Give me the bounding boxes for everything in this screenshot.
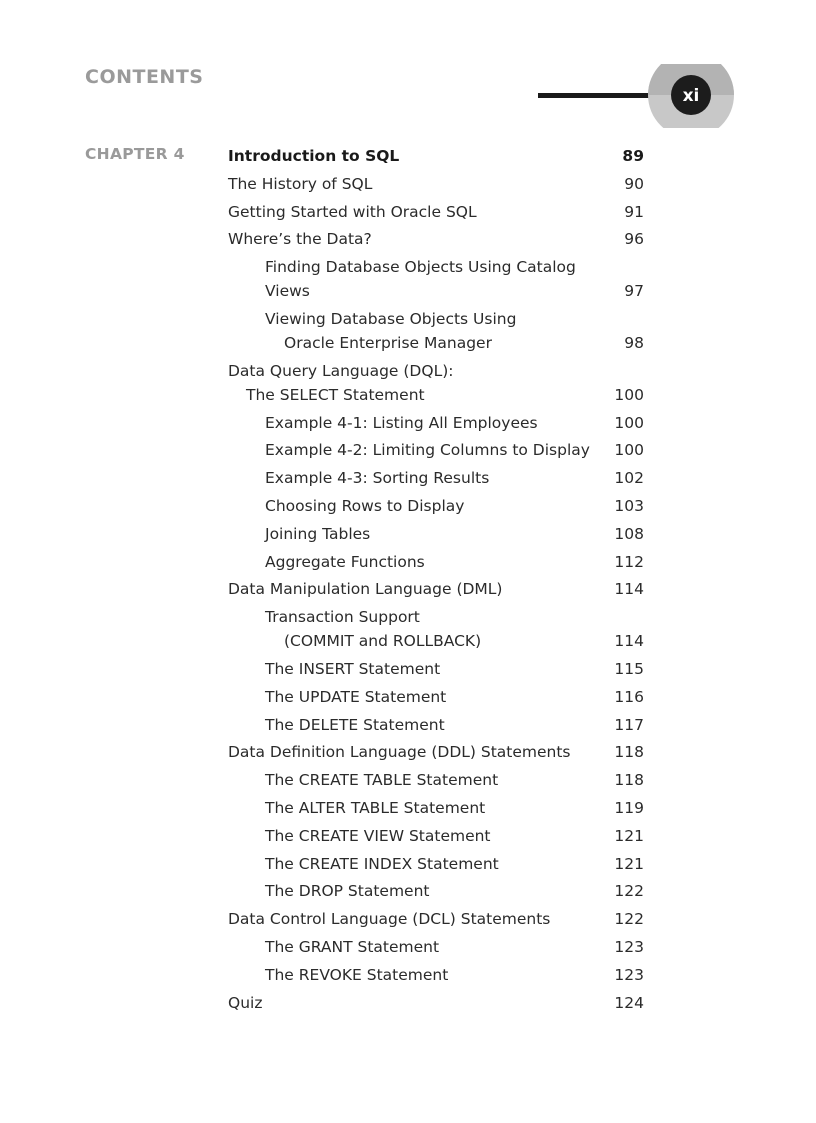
toc-entry[interactable]	[228, 411, 644, 435]
toc-entry-title: Data Control Language (DCL) Statements	[228, 910, 551, 929]
toc-entry-title: Example 4-1: Listing All Employees	[265, 413, 538, 432]
toc-entry-title: Getting Started with Oracle SQL	[228, 202, 477, 221]
toc-entry-page: 91	[624, 202, 644, 221]
page-folio-badge	[536, 64, 736, 128]
toc-entry-page: 115	[614, 659, 644, 678]
toc-entry-title: The CREATE VIEW Statement	[265, 826, 491, 845]
toc-entry-title: Data Query Language (DQL):	[228, 361, 454, 380]
toc-entry-title: The DROP Statement	[265, 882, 430, 901]
toc-entry-page: 121	[614, 854, 644, 873]
toc-entry-title-continued: Oracle Enterprise Manager	[284, 333, 492, 352]
toc-entry[interactable]	[228, 383, 644, 407]
toc-entry-page: 121	[614, 826, 644, 845]
toc-entry-page: 89	[622, 147, 644, 165]
toc-entry-page: 123	[614, 937, 644, 956]
toc-entry-title: Data Manipulation Language (DML)	[228, 580, 503, 599]
toc-entry[interactable]	[228, 796, 644, 820]
toc-entry[interactable]	[228, 713, 644, 737]
toc-entry-page: 114	[614, 580, 644, 599]
toc-entry-title: Viewing Database Objects Using	[265, 309, 517, 328]
toc-entry-title: Quiz	[228, 993, 263, 1012]
toc-entry[interactable]	[228, 172, 644, 196]
toc-entry[interactable]	[228, 438, 644, 462]
running-head: CONTENTS	[85, 66, 204, 88]
toc-entry-page: 97	[624, 282, 644, 301]
toc-entry-title: The REVOKE Statement	[265, 965, 449, 984]
toc-entry-title: Choosing Rows to Display	[265, 496, 465, 515]
toc-entry-page: 103	[614, 496, 644, 515]
page-folio: xi	[682, 86, 700, 106]
toc-entry-page: 116	[614, 687, 644, 706]
toc-entry[interactable]	[228, 307, 644, 355]
toc-entry-title: The UPDATE Statement	[265, 687, 447, 706]
toc-entry-page: 112	[614, 552, 644, 571]
toc-entry-title: The DELETE Statement	[265, 715, 445, 734]
toc-entry-page: 100	[614, 413, 644, 432]
toc-entry-page: 96	[624, 230, 644, 249]
chapter-label: CHAPTER 4	[85, 145, 185, 163]
toc-entry[interactable]	[228, 879, 644, 903]
toc-entry-page: 108	[614, 524, 644, 543]
toc-entry[interactable]	[228, 991, 644, 1015]
toc-entry-title: Transaction Support	[265, 608, 420, 627]
toc-entry-page: 114	[614, 632, 644, 651]
toc-entry-page: 117	[614, 715, 644, 734]
toc-entry[interactable]	[228, 466, 644, 490]
toc-entry[interactable]	[228, 255, 644, 303]
toc-entry-title: The ALTER TABLE Statement	[265, 798, 486, 817]
toc-entry-page: 98	[624, 333, 644, 352]
toc-entry-page: 118	[614, 771, 644, 790]
toc-entry[interactable]	[228, 824, 644, 848]
toc-entry-title: The History of SQL	[228, 174, 373, 193]
toc-entry-title: Introduction to SQL	[228, 147, 400, 165]
toc-entry[interactable]	[228, 740, 644, 764]
toc-entry-page: 123	[614, 965, 644, 984]
toc-entry-title: Finding Database Objects Using Catalog Views	[265, 258, 576, 301]
toc-entry[interactable]	[228, 935, 644, 959]
toc-entry[interactable]	[228, 200, 644, 224]
toc-entry[interactable]	[228, 907, 644, 931]
toc-entry[interactable]	[228, 359, 644, 383]
toc-entry[interactable]	[228, 494, 644, 518]
toc-entry-title: Example 4-2: Limiting Columns to Display	[265, 441, 590, 460]
toc-entry[interactable]	[228, 522, 644, 546]
toc-entry[interactable]	[228, 605, 644, 653]
toc-entry-chapter-title[interactable]	[228, 144, 644, 168]
toc-entry[interactable]	[228, 550, 644, 574]
toc-entry-page: 90	[624, 174, 644, 193]
toc-entry-title-continued: (COMMIT and ROLLBACK)	[284, 632, 482, 651]
toc-entry-title: Aggregate Functions	[265, 552, 425, 571]
toc-entry-page: 122	[614, 882, 644, 901]
toc-entry[interactable]	[228, 852, 644, 876]
toc-entry[interactable]	[228, 657, 644, 681]
table-of-contents	[228, 144, 644, 1018]
toc-entry[interactable]	[228, 963, 644, 987]
toc-entry-page: 100	[614, 385, 644, 404]
toc-entry[interactable]	[228, 768, 644, 792]
toc-entry-title: The INSERT Statement	[265, 659, 441, 678]
toc-entry[interactable]	[228, 227, 644, 251]
toc-entry[interactable]	[228, 577, 644, 601]
toc-entry-page: 119	[614, 798, 644, 817]
toc-entry-page: 102	[614, 469, 644, 488]
toc-entry-title: The CREATE INDEX Statement	[265, 854, 499, 873]
toc-entry-title: Data Definition Language (DDL) Statements	[228, 743, 571, 762]
toc-entry-page: 124	[614, 993, 644, 1012]
toc-entry-page: 118	[614, 743, 644, 762]
toc-entry-title: The SELECT Statement	[246, 385, 425, 404]
toc-entry[interactable]	[228, 685, 644, 709]
toc-entry-title: Example 4-3: Sorting Results	[265, 469, 490, 488]
toc-entry-title: Joining Tables	[265, 524, 371, 543]
toc-entry-page: 122	[614, 910, 644, 929]
toc-entry-title: Where’s the Data?	[228, 230, 372, 249]
toc-entry-page: 100	[614, 441, 644, 460]
toc-entry-title: The GRANT Statement	[265, 937, 440, 956]
toc-entry-title: The CREATE TABLE Statement	[265, 771, 499, 790]
